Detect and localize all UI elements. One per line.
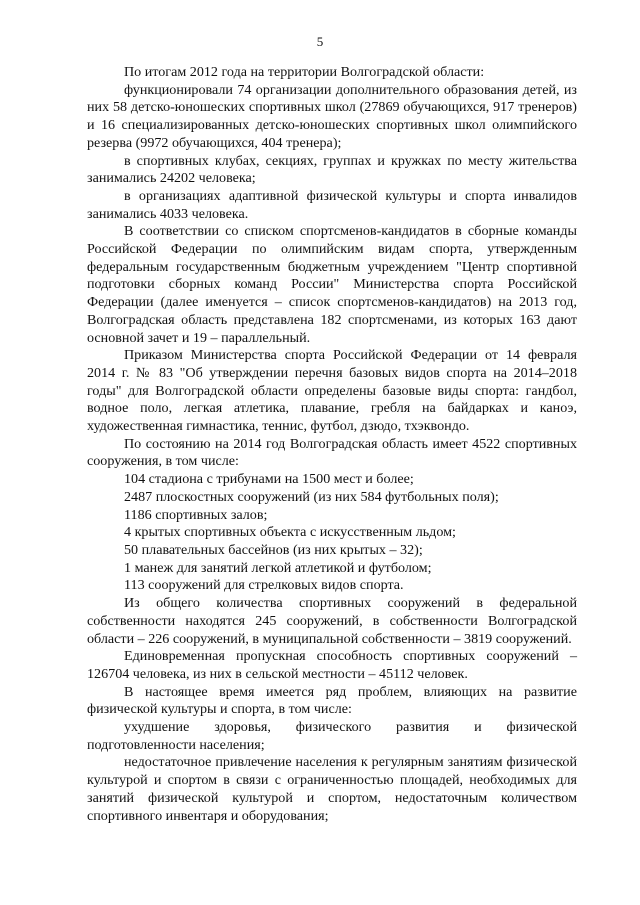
paragraph-sports-clubs: в спортивных клубах, секциях, группах и кружках по месту жительства занимались 24202 человека; — [87, 152, 577, 187]
paragraph-adaptive-sports: в организациях адаптивной физической культуры и спорта инвалидов занимались 4033 человека. — [87, 187, 577, 222]
paragraph-problem-health: ухудшение здоровья, физического развития и физической подготовленности населения; — [87, 719, 577, 753]
paragraph-ministry-order: Приказом Министерства спорта Российской Федерации от 14 февраля 2014 г. № 83 "Об утверждении перечня базовых видов спорта на 2014–2018 годы" для Волгоградской области определены базовые виды спорта: гандбол, водное поло, легкая атлетика, плавание, гребля на байдарках и каноэ, художественная гимнастика, теннис, футбол, дзюдо, тхэквондо. — [87, 347, 577, 435]
list-item-arena: 1 манеж для занятий легкой атлетикой и футболом; — [124, 559, 432, 576]
paragraph-ownership: Из общего количества спортивных сооружений в федеральной собственности находятся 245 сооружений, в собственности Волгоградской области – 226 сооружений, в муниципальной собственности – 3819 сооружений. — [87, 595, 577, 647]
paragraph-organizations: функционировали 74 организации дополнительного образования детей, из них 58 детско-юношеских спортивных школ (27869 обучающихся, 917 тренеров) и 16 специализированных детско-юношеских спортивных школ олимпийского резерва (9972 обучающихся, 404 тренера); — [87, 81, 577, 151]
list-item-sports-halls: 1186 спортивных залов; — [124, 506, 268, 523]
paragraph-problems-intro: В настоящее время имеется ряд проблем, влияющих на развитие физической культуры и спорта, в том числе: — [87, 683, 577, 718]
paragraph-facilities-total: По состоянию на 2014 год Волгоградская область имеет 4522 спортивных сооружения, в том числе: — [87, 435, 577, 470]
paragraph-capacity: Единовременная пропускная способность спортивных сооружений – 126704 человека, из них в сельской местности – 45112 человек. — [87, 648, 577, 682]
list-item-shooting-facilities: 113 сооружений для стрелковых видов спорта. — [124, 577, 404, 594]
document-body — [87, 64, 577, 825]
list-item-flat-facilities: 2487 плоскостных сооружений (из них 584 футбольных поля); — [124, 488, 499, 505]
list-item-ice-facilities: 4 крытых спортивных объекта с искусственным льдом; — [124, 524, 456, 541]
paragraph-athlete-candidates: В соответствии со списком спортсменов-кандидатов в сборные команды Российской Федерации по олимпийским видам спорта, утвержденным федеральным государственным бюджетным учреждением "Центр спортивной подготовки сборных команд России" Министерства спорта Российской Федерации (далее именуется – список спортсменов-кандидатов) на 2013 год, Волгоградская область представлена 182 спортсменами, из которых 163 дают основной зачет и 19 – параллельный. — [87, 223, 577, 346]
list-item-stadiums: 104 стадиона с трибунами на 1500 мест и более; — [124, 471, 414, 488]
page-number: 5 — [316, 34, 324, 49]
paragraph-intro: По итогам 2012 года на территории Волгоградской области: — [124, 64, 485, 80]
paragraph-problem-engagement: недостаточное привлечение населения к регулярным занятиям физической культурой и спортом в связи с ограниченностью площадей, необходимых для занятий физической культурой и спортом, недостаточным количеством спортивного инвентаря и оборудования; — [87, 754, 577, 824]
list-item-swimming-pools: 50 плавательных бассейнов (из них крытых – 32); — [124, 541, 423, 558]
